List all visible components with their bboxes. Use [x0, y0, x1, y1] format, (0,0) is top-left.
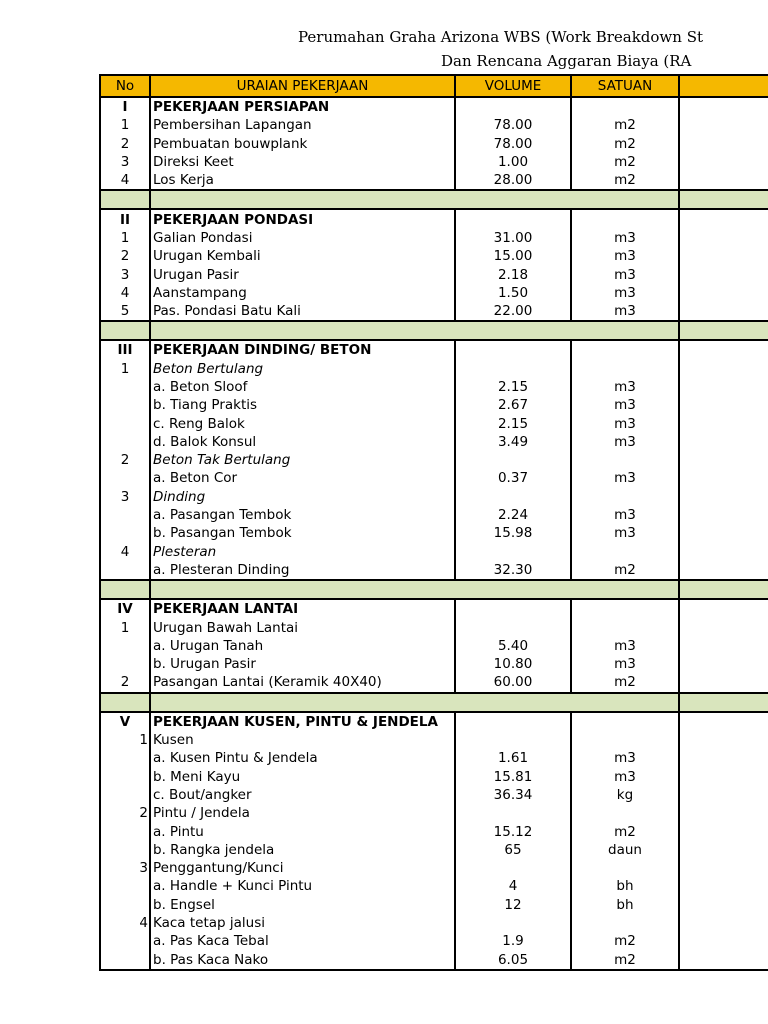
separator-row — [100, 190, 768, 209]
section-row — [100, 209, 768, 228]
cell-satuan — [571, 488, 679, 506]
cell-no: 2 — [100, 804, 150, 822]
cell-no — [100, 580, 150, 599]
table-header-row — [100, 75, 768, 97]
cell-volume — [455, 451, 571, 469]
cell-volume — [455, 914, 571, 932]
table-row — [100, 822, 768, 840]
table-row — [100, 896, 768, 914]
cell-uraian: b. Pas Kaca Nako — [150, 950, 455, 969]
cell-volume: 15.12 — [455, 822, 571, 840]
table-row — [100, 618, 768, 636]
cell-no — [100, 822, 150, 840]
cell-extra — [679, 804, 768, 822]
table-row — [100, 488, 768, 506]
cell-no: 2 — [100, 673, 150, 692]
table-row — [100, 433, 768, 451]
cell-extra — [679, 524, 768, 542]
cell-extra — [679, 451, 768, 469]
cell-satuan — [571, 340, 679, 359]
cell-no — [100, 768, 150, 786]
cell-extra — [679, 488, 768, 506]
cell-satuan — [571, 580, 679, 599]
cell-extra — [679, 153, 768, 171]
cell-satuan: m2 — [571, 135, 679, 153]
section-row — [100, 599, 768, 618]
cell-uraian: Beton Tak Bertulang — [150, 451, 455, 469]
document-title-line1: Perumahan Graha Arizona WBS (Work Breakdown St — [298, 28, 703, 46]
section-row — [100, 340, 768, 359]
table-row — [100, 543, 768, 561]
cell-extra — [679, 135, 768, 153]
cell-uraian: PEKERJAAN DINDING/ BETON — [150, 340, 455, 359]
cell-satuan — [571, 712, 679, 731]
cell-extra — [679, 469, 768, 487]
cell-extra — [679, 749, 768, 767]
cell-volume: 5.40 — [455, 637, 571, 655]
cell-volume: 15.98 — [455, 524, 571, 542]
table-row — [100, 153, 768, 171]
cell-satuan: m3 — [571, 768, 679, 786]
cell-uraian — [150, 693, 455, 712]
cell-extra — [679, 543, 768, 561]
cell-uraian: Los Kerja — [150, 171, 455, 190]
cell-extra — [679, 340, 768, 359]
cell-uraian: b. Engsel — [150, 896, 455, 914]
cell-uraian: d. Balok Konsul — [150, 433, 455, 451]
cell-volume — [455, 731, 571, 749]
table-row — [100, 135, 768, 153]
cell-uraian: Galian Pondasi — [150, 229, 455, 247]
cell-no — [100, 896, 150, 914]
cell-uraian: b. Pasangan Tembok — [150, 524, 455, 542]
cell-satuan — [571, 618, 679, 636]
cell-satuan — [571, 859, 679, 877]
cell-satuan — [571, 209, 679, 228]
cell-satuan: m3 — [571, 749, 679, 767]
cell-satuan — [571, 914, 679, 932]
table-row — [100, 524, 768, 542]
cell-no — [100, 378, 150, 396]
cell-extra — [679, 284, 768, 302]
cell-no: 3 — [100, 859, 150, 877]
cell-volume: 28.00 — [455, 171, 571, 190]
cell-volume: 0.37 — [455, 469, 571, 487]
table-row — [100, 302, 768, 321]
cell-no — [100, 950, 150, 969]
table-row — [100, 877, 768, 895]
cell-no: II — [100, 209, 150, 228]
table-row — [100, 768, 768, 786]
cell-no: 2 — [100, 451, 150, 469]
cell-uraian: Pembuatan bouwplank — [150, 135, 455, 153]
cell-no: 1 — [100, 731, 150, 749]
cell-satuan: daun — [571, 841, 679, 859]
cell-extra — [679, 786, 768, 804]
cell-extra — [679, 321, 768, 340]
cell-extra — [679, 171, 768, 190]
cell-satuan — [571, 693, 679, 712]
cell-satuan: m3 — [571, 265, 679, 283]
cell-volume — [455, 618, 571, 636]
cell-no: 2 — [100, 135, 150, 153]
cell-volume: 32.30 — [455, 561, 571, 580]
cell-no — [100, 321, 150, 340]
cell-no — [100, 433, 150, 451]
cell-extra — [679, 841, 768, 859]
cell-uraian: Kusen — [150, 731, 455, 749]
cell-uraian: Plesteran — [150, 543, 455, 561]
cell-uraian — [150, 321, 455, 340]
cell-volume — [455, 693, 571, 712]
cell-uraian: PEKERJAAN PONDASI — [150, 209, 455, 228]
cell-volume: 31.00 — [455, 229, 571, 247]
wbs-rab-table — [99, 74, 768, 971]
table-row — [100, 804, 768, 822]
cell-volume: 2.15 — [455, 378, 571, 396]
table-row — [100, 673, 768, 692]
cell-uraian: b. Urugan Pasir — [150, 655, 455, 673]
cell-satuan: m2 — [571, 153, 679, 171]
cell-uraian: a. Kusen Pintu & Jendela — [150, 749, 455, 767]
cell-no — [100, 637, 150, 655]
cell-extra — [679, 618, 768, 636]
cell-no: 4 — [100, 914, 150, 932]
cell-uraian: a. Plesteran Dinding — [150, 561, 455, 580]
cell-volume — [455, 859, 571, 877]
cell-no — [100, 524, 150, 542]
cell-satuan — [571, 321, 679, 340]
cell-extra — [679, 396, 768, 414]
cell-extra — [679, 731, 768, 749]
cell-volume — [455, 190, 571, 209]
cell-extra — [679, 673, 768, 692]
cell-volume: 2.18 — [455, 265, 571, 283]
cell-extra — [679, 302, 768, 321]
cell-satuan: m3 — [571, 302, 679, 321]
cell-uraian: PEKERJAAN PERSIAPAN — [150, 97, 455, 116]
cell-satuan: m2 — [571, 561, 679, 580]
cell-extra — [679, 360, 768, 378]
cell-satuan: m3 — [571, 524, 679, 542]
cell-extra — [679, 914, 768, 932]
cell-volume — [455, 360, 571, 378]
cell-volume: 2.67 — [455, 396, 571, 414]
table-row — [100, 859, 768, 877]
cell-extra — [679, 599, 768, 618]
separator-row — [100, 580, 768, 599]
cell-satuan — [571, 190, 679, 209]
cell-no — [100, 396, 150, 414]
cell-no: 3 — [100, 153, 150, 171]
cell-extra — [679, 877, 768, 895]
cell-volume — [455, 97, 571, 116]
table-row — [100, 396, 768, 414]
table-row — [100, 561, 768, 580]
cell-no: 3 — [100, 265, 150, 283]
table-row — [100, 469, 768, 487]
cell-satuan: m3 — [571, 637, 679, 655]
table-row — [100, 229, 768, 247]
table-row — [100, 731, 768, 749]
cell-volume: 65 — [455, 841, 571, 859]
column-header-uraian: URAIAN PEKERJAAN — [150, 75, 455, 97]
table-row — [100, 360, 768, 378]
cell-uraian: Kaca tetap jalusi — [150, 914, 455, 932]
cell-extra — [679, 116, 768, 134]
cell-uraian: a. Beton Cor — [150, 469, 455, 487]
cell-satuan: m3 — [571, 378, 679, 396]
cell-no: 1 — [100, 618, 150, 636]
cell-satuan: m2 — [571, 673, 679, 692]
cell-volume: 2.24 — [455, 506, 571, 524]
cell-volume: 1.9 — [455, 932, 571, 950]
cell-no: 1 — [100, 116, 150, 134]
cell-volume: 78.00 — [455, 135, 571, 153]
cell-satuan: m2 — [571, 171, 679, 190]
cell-no — [100, 786, 150, 804]
cell-satuan — [571, 451, 679, 469]
cell-satuan: m2 — [571, 932, 679, 950]
cell-satuan: m3 — [571, 469, 679, 487]
cell-satuan: m2 — [571, 950, 679, 969]
cell-no: I — [100, 97, 150, 116]
cell-extra — [679, 378, 768, 396]
table-row — [100, 841, 768, 859]
cell-satuan: bh — [571, 877, 679, 895]
column-header-satuan: SATUAN — [571, 75, 679, 97]
cell-volume: 2.15 — [455, 414, 571, 432]
table-row — [100, 451, 768, 469]
cell-uraian: Urugan Bawah Lantai — [150, 618, 455, 636]
table-row — [100, 506, 768, 524]
column-header-extra — [679, 75, 768, 97]
cell-uraian: a. Pasangan Tembok — [150, 506, 455, 524]
cell-no — [100, 190, 150, 209]
cell-extra — [679, 950, 768, 969]
cell-no: 1 — [100, 229, 150, 247]
cell-uraian: Penggantung/Kunci — [150, 859, 455, 877]
cell-extra — [679, 932, 768, 950]
column-header-volume: VOLUME — [455, 75, 571, 97]
table-row — [100, 749, 768, 767]
cell-extra — [679, 209, 768, 228]
cell-no: 4 — [100, 543, 150, 561]
cell-volume — [455, 321, 571, 340]
cell-no: V — [100, 712, 150, 731]
cell-no — [100, 749, 150, 767]
cell-volume: 1.00 — [455, 153, 571, 171]
cell-satuan: bh — [571, 896, 679, 914]
cell-volume — [455, 580, 571, 599]
cell-uraian: Aanstampang — [150, 284, 455, 302]
cell-satuan: m3 — [571, 247, 679, 265]
cell-satuan: kg — [571, 786, 679, 804]
cell-no — [100, 932, 150, 950]
cell-extra — [679, 693, 768, 712]
cell-volume — [455, 804, 571, 822]
cell-uraian: a. Beton Sloof — [150, 378, 455, 396]
cell-uraian: PEKERJAAN KUSEN, PINTU & JENDELA — [150, 712, 455, 731]
cell-no — [100, 877, 150, 895]
cell-volume: 15.81 — [455, 768, 571, 786]
cell-uraian: a. Urugan Tanah — [150, 637, 455, 655]
table-row — [100, 284, 768, 302]
cell-satuan: m2 — [571, 822, 679, 840]
cell-volume: 12 — [455, 896, 571, 914]
table-row — [100, 655, 768, 673]
cell-extra — [679, 580, 768, 599]
cell-volume: 3.49 — [455, 433, 571, 451]
cell-no: 1 — [100, 360, 150, 378]
cell-uraian: Beton Bertulang — [150, 360, 455, 378]
cell-uraian: a. Handle + Kunci Pintu — [150, 877, 455, 895]
cell-satuan — [571, 360, 679, 378]
table-row — [100, 932, 768, 950]
cell-satuan: m3 — [571, 229, 679, 247]
table-row — [100, 265, 768, 283]
cell-volume: 1.61 — [455, 749, 571, 767]
cell-extra — [679, 896, 768, 914]
cell-uraian: Pas. Pondasi Batu Kali — [150, 302, 455, 321]
cell-no: 3 — [100, 488, 150, 506]
cell-uraian: b. Rangka jendela — [150, 841, 455, 859]
cell-no — [100, 655, 150, 673]
cell-extra — [679, 97, 768, 116]
cell-extra — [679, 247, 768, 265]
cell-extra — [679, 561, 768, 580]
cell-uraian: Dinding — [150, 488, 455, 506]
cell-volume: 36.34 — [455, 786, 571, 804]
cell-no — [100, 506, 150, 524]
cell-satuan: m3 — [571, 506, 679, 524]
cell-extra — [679, 265, 768, 283]
cell-uraian: Pembersihan Lapangan — [150, 116, 455, 134]
cell-satuan — [571, 731, 679, 749]
cell-volume: 1.50 — [455, 284, 571, 302]
cell-volume — [455, 543, 571, 561]
cell-no: III — [100, 340, 150, 359]
cell-no — [100, 841, 150, 859]
table-row — [100, 247, 768, 265]
cell-uraian: Pasangan Lantai (Keramik 40X40) — [150, 673, 455, 692]
cell-uraian — [150, 190, 455, 209]
cell-satuan: m2 — [571, 116, 679, 134]
table-row — [100, 786, 768, 804]
table-row — [100, 378, 768, 396]
cell-no: 4 — [100, 284, 150, 302]
cell-volume: 15.00 — [455, 247, 571, 265]
table-row — [100, 914, 768, 932]
cell-uraian: Urugan Pasir — [150, 265, 455, 283]
cell-extra — [679, 859, 768, 877]
cell-volume — [455, 209, 571, 228]
cell-satuan: m3 — [571, 433, 679, 451]
cell-volume: 22.00 — [455, 302, 571, 321]
cell-no: 4 — [100, 171, 150, 190]
cell-extra — [679, 414, 768, 432]
cell-uraian: a. Pas Kaca Tebal — [150, 932, 455, 950]
cell-extra — [679, 433, 768, 451]
table-body — [100, 97, 768, 970]
document-title-line2: Dan Rencana Aggaran Biaya (RA — [441, 52, 692, 70]
cell-no — [100, 414, 150, 432]
cell-uraian: Pintu / Jendela — [150, 804, 455, 822]
table-row — [100, 116, 768, 134]
cell-no: IV — [100, 599, 150, 618]
section-row — [100, 712, 768, 731]
table-row — [100, 414, 768, 432]
cell-satuan — [571, 97, 679, 116]
cell-extra — [679, 637, 768, 655]
cell-extra — [679, 190, 768, 209]
cell-satuan: m3 — [571, 414, 679, 432]
cell-volume — [455, 599, 571, 618]
cell-satuan — [571, 599, 679, 618]
cell-uraian: b. Meni Kayu — [150, 768, 455, 786]
cell-extra — [679, 229, 768, 247]
cell-volume: 60.00 — [455, 673, 571, 692]
cell-extra — [679, 822, 768, 840]
cell-satuan — [571, 543, 679, 561]
cell-no — [100, 469, 150, 487]
cell-extra — [679, 506, 768, 524]
cell-uraian — [150, 580, 455, 599]
cell-uraian: Urugan Kembali — [150, 247, 455, 265]
cell-satuan: m3 — [571, 396, 679, 414]
cell-extra — [679, 712, 768, 731]
cell-satuan: m3 — [571, 655, 679, 673]
cell-volume — [455, 488, 571, 506]
cell-volume: 10.80 — [455, 655, 571, 673]
cell-no: 5 — [100, 302, 150, 321]
separator-row — [100, 693, 768, 712]
table-row — [100, 637, 768, 655]
cell-volume: 78.00 — [455, 116, 571, 134]
cell-no — [100, 693, 150, 712]
table-row — [100, 950, 768, 969]
cell-no: 2 — [100, 247, 150, 265]
column-header-no: No — [100, 75, 150, 97]
cell-no — [100, 561, 150, 580]
cell-volume — [455, 340, 571, 359]
section-row — [100, 97, 768, 116]
cell-uraian: b. Tiang Praktis — [150, 396, 455, 414]
cell-volume: 6.05 — [455, 950, 571, 969]
separator-row — [100, 321, 768, 340]
cell-satuan: m3 — [571, 284, 679, 302]
cell-satuan — [571, 804, 679, 822]
cell-uraian: c. Bout/angker — [150, 786, 455, 804]
cell-extra — [679, 655, 768, 673]
cell-uraian: a. Pintu — [150, 822, 455, 840]
cell-uraian: c. Reng Balok — [150, 414, 455, 432]
cell-volume — [455, 712, 571, 731]
cell-volume: 4 — [455, 877, 571, 895]
cell-uraian: Direksi Keet — [150, 153, 455, 171]
cell-uraian: PEKERJAAN LANTAI — [150, 599, 455, 618]
cell-extra — [679, 768, 768, 786]
table-row — [100, 171, 768, 190]
